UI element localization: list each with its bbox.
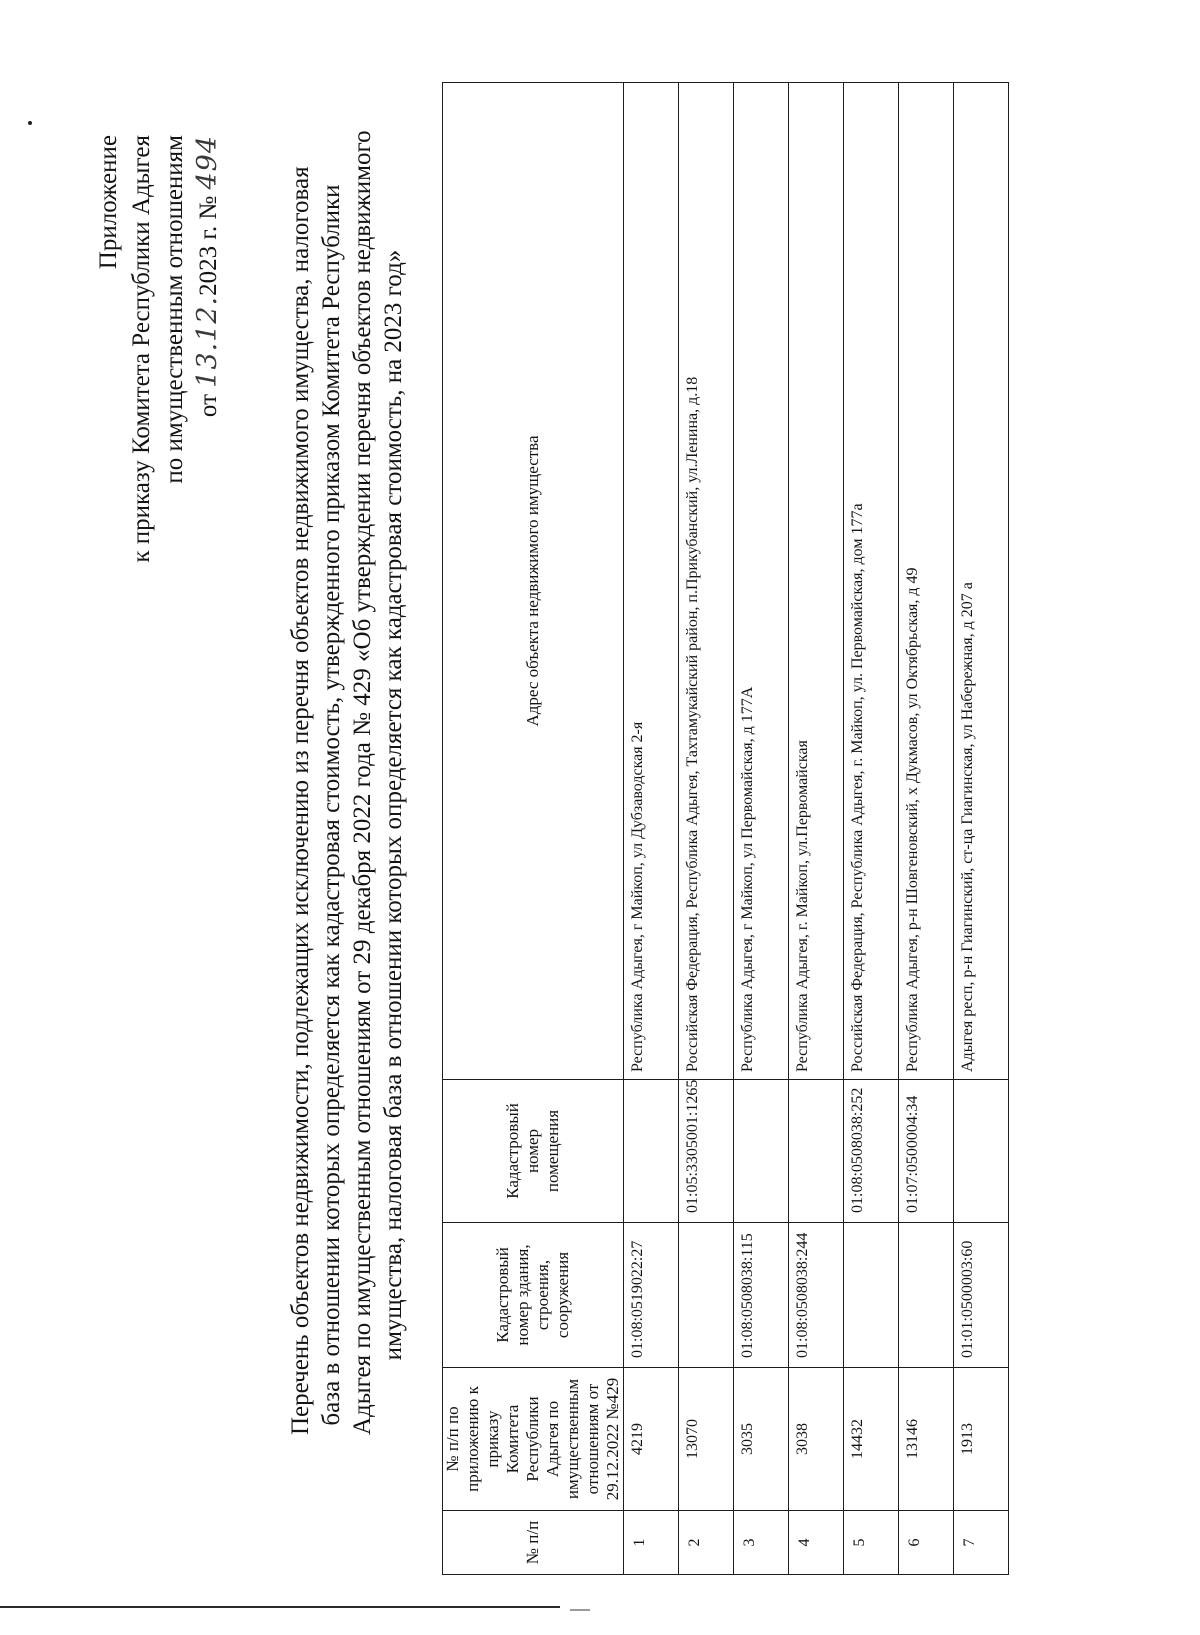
objects-table-wrapper: [442, 83, 1009, 1575]
title-line-2: база в отношении которых определяется как кадастровая стоимость, утвержденного приказом Комитета Республики: [318, 184, 345, 1426]
header-building-cadastral: Кадастровый номер здания, строения, сооружения: [443, 1223, 624, 1368]
header-room-cadastral: Кадастровый номер помещения: [443, 1080, 624, 1223]
header-no: № п/п: [443, 1511, 624, 1575]
cell-no: 1: [624, 1511, 679, 1575]
cell-appendix-no: 13070: [679, 1368, 734, 1511]
cell-no: 7: [954, 1511, 1009, 1575]
table-row: [844, 83, 899, 1575]
cell-no: 2: [679, 1511, 734, 1575]
table-row: [954, 83, 1009, 1575]
date-rest: 2023 г. №: [195, 195, 222, 296]
header-appendix-no: № п/п по приложению к приказу Комитета Республики Адыгея по имущественным отношениям от 29.12.2022 №429: [443, 1368, 624, 1511]
cell-building-cadastral: 01:08:0508038:115: [734, 1223, 789, 1368]
table-row: [734, 83, 789, 1575]
cell-no: 3: [734, 1511, 789, 1575]
table-row: [679, 83, 734, 1575]
table-row: [899, 83, 954, 1575]
scan-speck: [28, 121, 32, 125]
table-row: [624, 83, 679, 1575]
cell-room-cadastral: [789, 1080, 844, 1223]
cell-building-cadastral: [844, 1223, 899, 1368]
cell-no: 6: [899, 1511, 954, 1575]
cell-appendix-no: 1913: [954, 1368, 1009, 1511]
title-line-3: Адыгея по имущественным отношениям от 29 декабря 2022 года № 429 «Об утверждении перечня объектов недвижимого: [349, 130, 376, 1435]
cell-room-cadastral: 01:07:0500004:34: [899, 1080, 954, 1223]
cell-building-cadastral: 01:08:0519022:27: [624, 1223, 679, 1368]
table-row: [789, 83, 844, 1575]
cell-room-cadastral: [954, 1080, 1009, 1223]
committee-name: по имущественным отношениям: [161, 135, 188, 484]
cell-building-cadastral: 01:01:0500003:60: [954, 1223, 1009, 1368]
appendix-header: [92, 0, 225, 1635]
cell-appendix-no: 3038: [789, 1368, 844, 1511]
cell-appendix-no: 4219: [624, 1368, 679, 1511]
handwritten-order-number: 494: [192, 135, 223, 190]
cell-no: 5: [844, 1511, 899, 1575]
cell-appendix-no: 14432: [844, 1368, 899, 1511]
order-reference: к приказу Комитета Республики Адыгея: [128, 135, 155, 563]
cell-address: Адыгея респ, р-н Гиагинский, ст-ца Гиагинская, ул Набережная, д 207 а: [954, 83, 1009, 1080]
cell-room-cadastral: [734, 1080, 789, 1223]
cell-building-cadastral: 01:08:0508038:244: [789, 1223, 844, 1368]
header-address: Адрес объекта недвижимого имущества: [443, 83, 624, 1080]
cell-address: Республика Адыгея, г Майкоп, ул Дубзаводская 2-я: [624, 83, 679, 1080]
cell-building-cadastral: [679, 1223, 734, 1368]
handwritten-date: 13.12.: [192, 295, 223, 388]
objects-table: [442, 82, 1009, 1575]
scan-edge-line: [0, 1606, 560, 1608]
document-title: [285, 130, 409, 1435]
scan-edge-fragment: [570, 1609, 590, 1611]
date-prefix: от: [195, 393, 222, 418]
title-line-1: Перечень объектов недвижимости, подлежащих исключению из перечня объектов недвижимого имущества, налоговая: [287, 166, 314, 1435]
cell-no: 4: [789, 1511, 844, 1575]
cell-building-cadastral: [899, 1223, 954, 1368]
table-header-row: [443, 83, 624, 1575]
cell-appendix-no: 13146: [899, 1368, 954, 1511]
cell-appendix-no: 3035: [734, 1368, 789, 1511]
title-line-4: имущества, налоговая база в отношении которых определяется как кадастровая стоимость, на 2023 год»: [380, 249, 407, 1361]
cell-room-cadastral: 01:05:3305001:1265: [679, 1080, 734, 1223]
appendix-label: Приложение: [95, 135, 122, 270]
order-date-line: [191, 135, 225, 1635]
cell-address: Республика Адыгея, г Майкоп, ул Первомайская, д 177А: [734, 83, 789, 1080]
cell-room-cadastral: [624, 1080, 679, 1223]
cell-address: Российская Федерация, Республика Адыгея, г. Майкоп, ул. Первомайская, дом 177а: [844, 83, 899, 1080]
cell-room-cadastral: 01:08:0508038:252: [844, 1080, 899, 1223]
cell-address: Республика Адыгея, р-н Шовгеновский, х Дукмасов, ул Октябрьская, д 49: [899, 83, 954, 1080]
cell-address: Республика Адыгея, г. Майкоп, ул.Первомайская: [789, 83, 844, 1080]
cell-address: Российская Федерация, Республика Адыгея, Тахтамукайский район, п.Прикубанский, ул.Ленина, д.18: [679, 83, 734, 1080]
